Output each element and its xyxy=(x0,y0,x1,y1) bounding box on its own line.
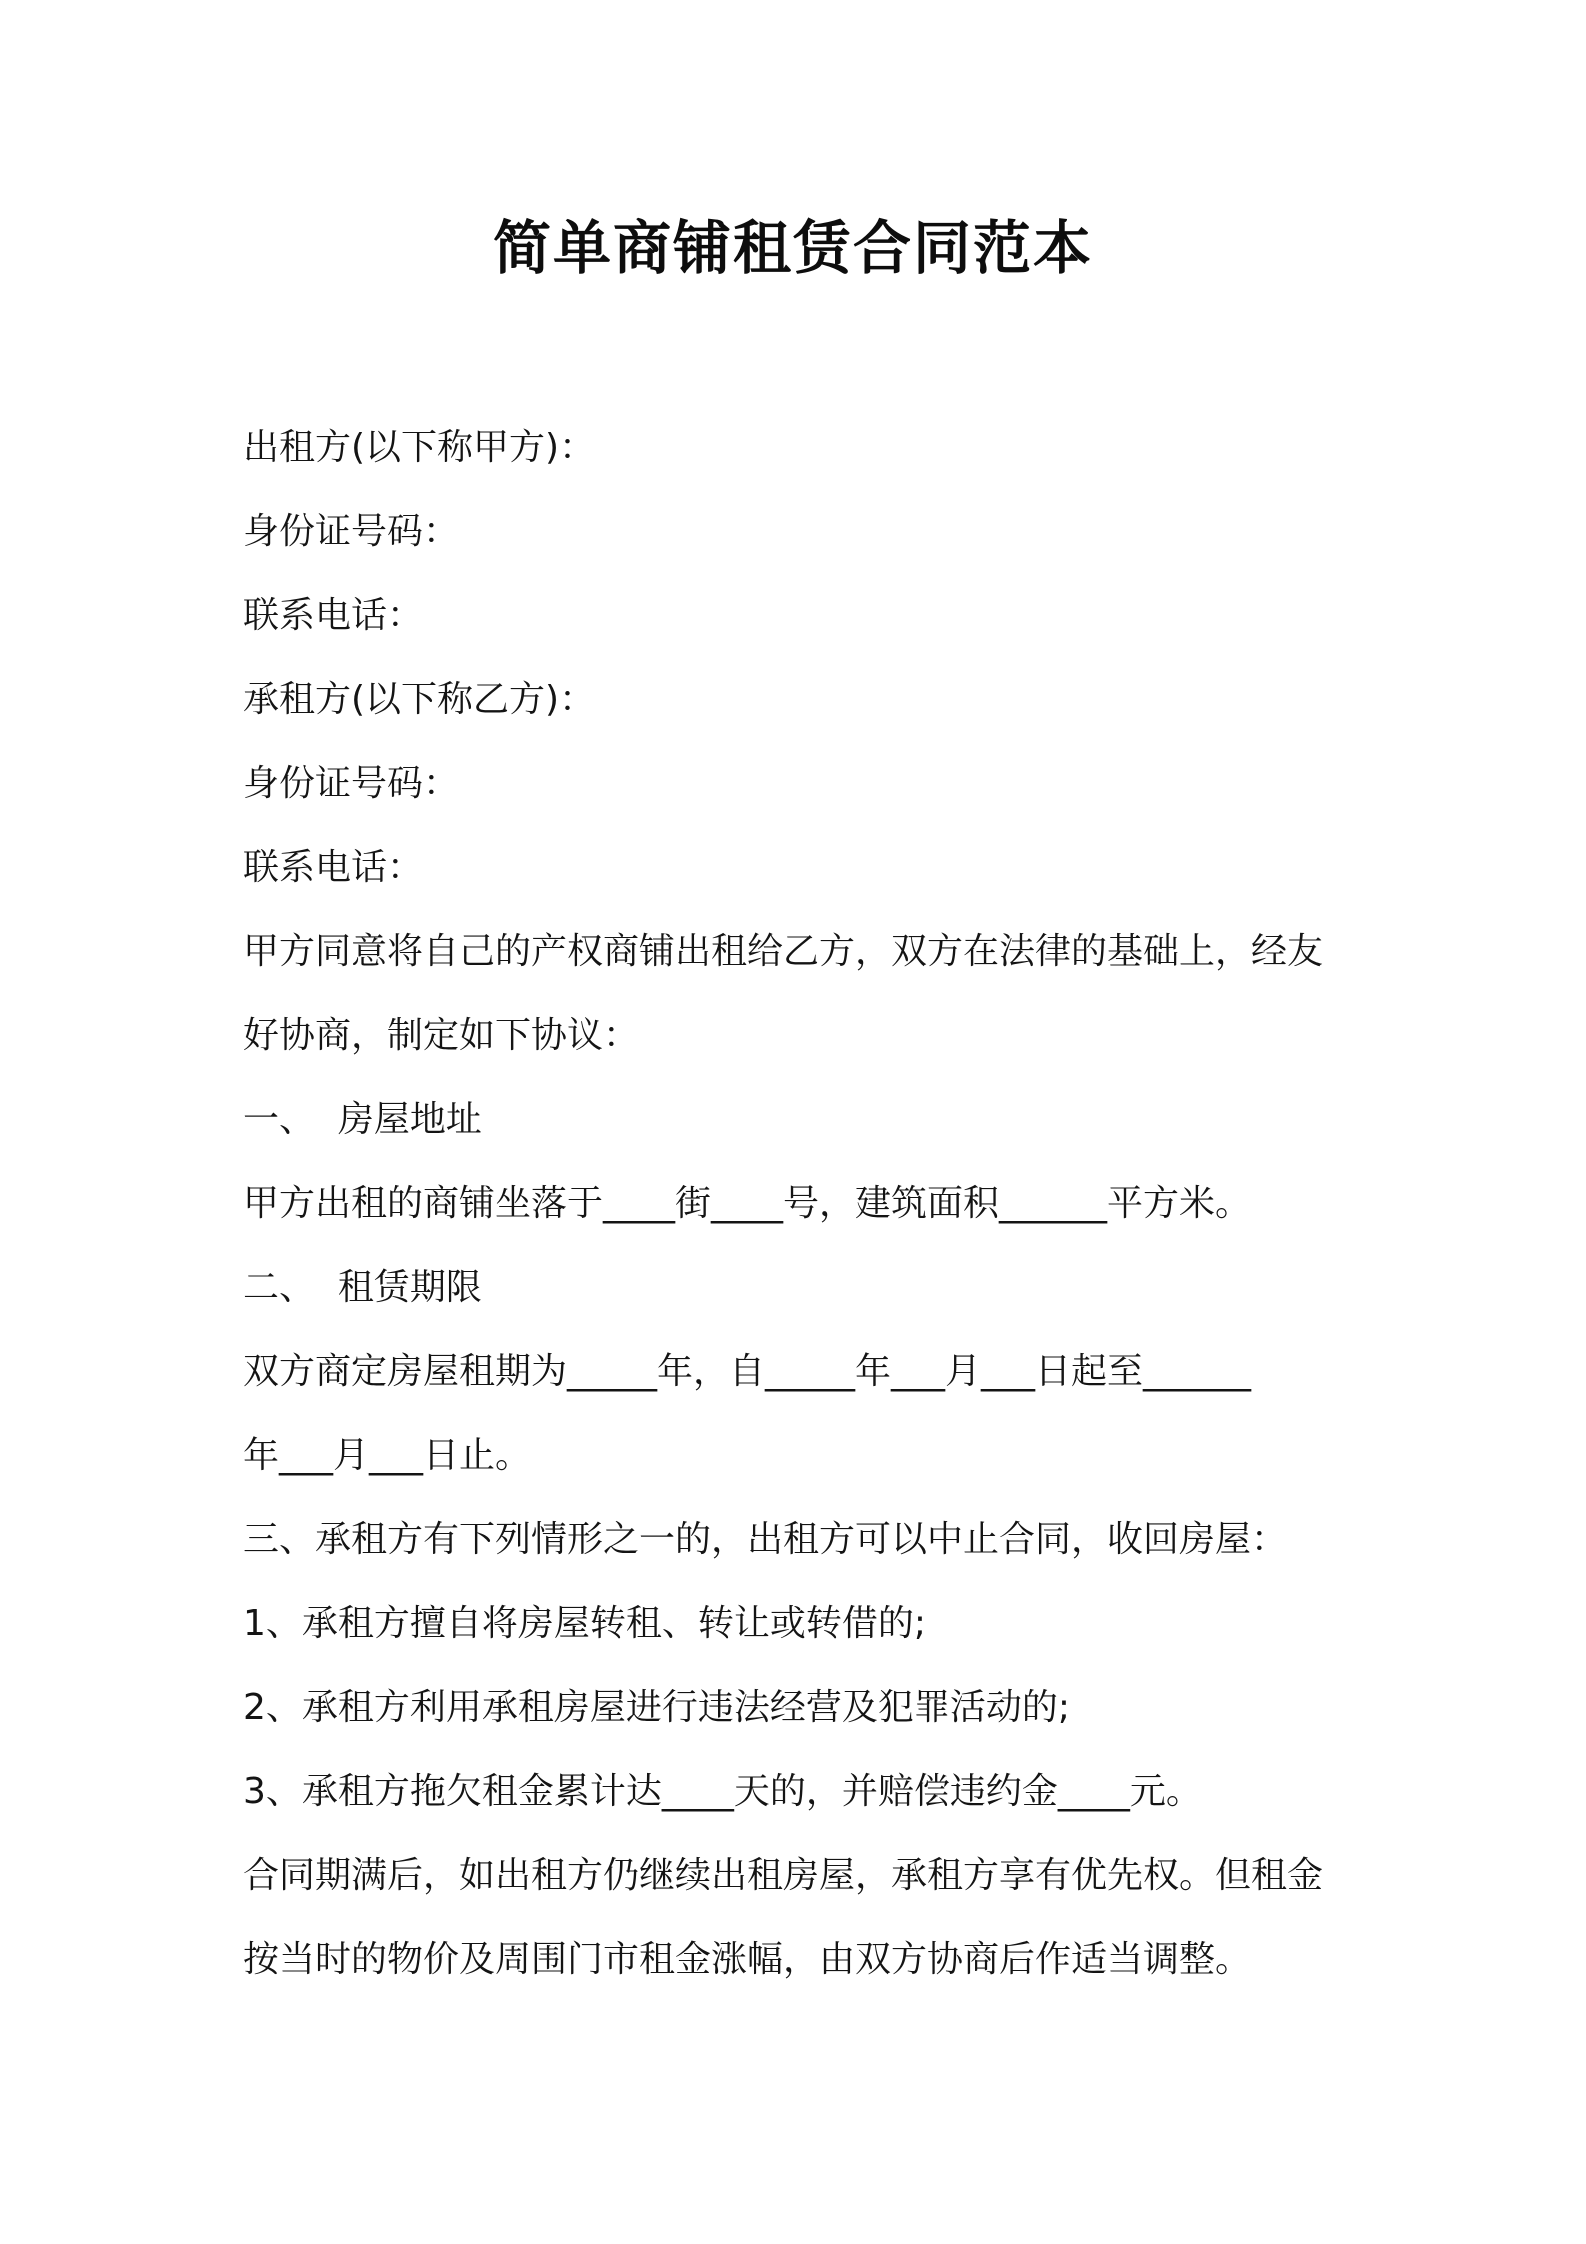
lessor-id-label: 身份证号码： xyxy=(243,511,460,552)
section-2-text-line-1: 双方商定房屋租期为_____年，自_____年___月___日起至______ xyxy=(243,1351,1252,1392)
renewal-line-2: 按当时的物价及周围门市租金涨幅，由双方协商后作适当调整。 xyxy=(243,1939,1252,1980)
section-3-item-1: 1、承租方擅自将房屋转租、转让或转借的; xyxy=(243,1603,927,1644)
lessee-label: 承租方(以下称乙方)： xyxy=(243,679,596,720)
preamble-line-2: 好协商，制定如下协议： xyxy=(243,1015,640,1056)
lessee-phone-label: 联系电话： xyxy=(243,847,424,888)
section-2-heading: 二、 租赁期限 xyxy=(243,1267,482,1308)
document-body xyxy=(243,406,1363,2002)
section-3-heading: 三、承租方有下列情形之一的，出租方可以中止合同，收回房屋： xyxy=(243,1519,1288,1560)
lessor-label: 出租方(以下称甲方)： xyxy=(243,427,596,468)
lessee-id-label: 身份证号码： xyxy=(243,763,460,804)
section-3-item-2: 2、承租方利用承租房屋进行违法经营及犯罪活动的; xyxy=(243,1687,1071,1728)
renewal-line-1: 合同期满后，如出租方仍继续出租房屋，承租方享有优先权。但租金 xyxy=(243,1855,1324,1896)
section-1-text: 甲方出租的商铺坐落于____街____号，建筑面积______平方米。 xyxy=(243,1183,1252,1224)
section-1-heading: 一、 房屋地址 xyxy=(243,1099,482,1140)
preamble-line-1: 甲方同意将自己的产权商铺出租给乙方，双方在法律的基础上，经友 xyxy=(243,931,1324,972)
document-title: 简单商铺租赁合同范本 xyxy=(492,214,1093,282)
lessor-phone-label: 联系电话： xyxy=(243,595,424,636)
section-3-item-3: 3、承租方拖欠租金累计达____天的，并赔偿违约金____元。 xyxy=(243,1771,1202,1812)
section-2-text-line-2: 年___月___日止。 xyxy=(243,1435,532,1476)
